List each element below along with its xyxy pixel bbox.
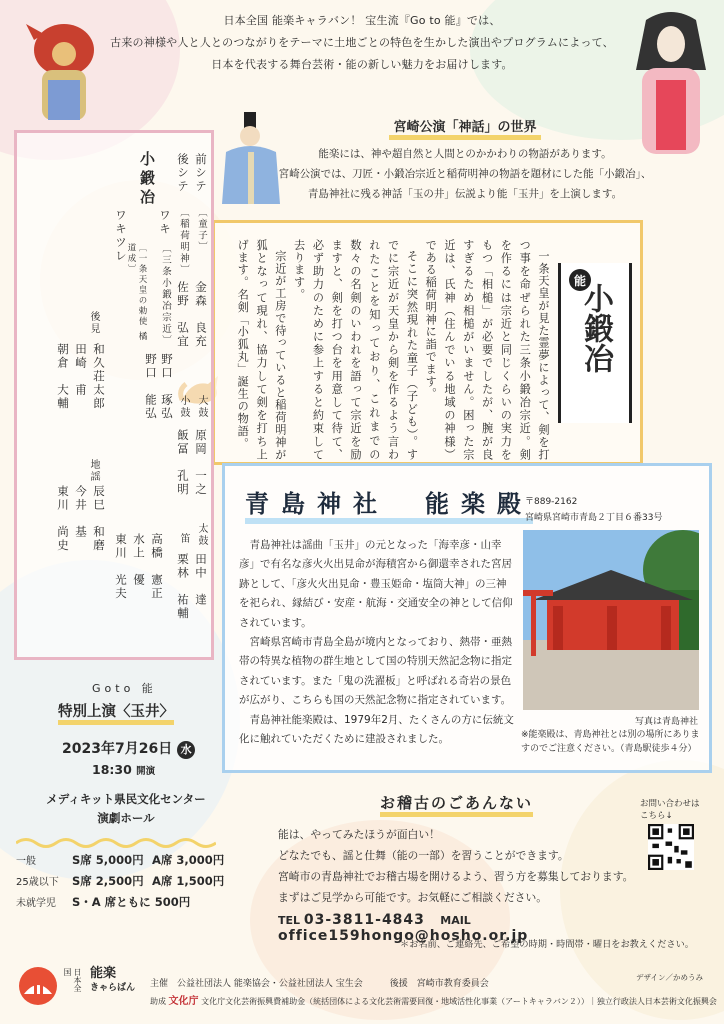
cast-role-mae: 前シテ xyxy=(194,153,208,194)
noh-story-panel xyxy=(213,220,643,465)
start-time: 18:30 xyxy=(92,762,132,777)
noh-name: 小鍛冶 xyxy=(578,283,613,373)
bunkacho-logo: 文化庁 xyxy=(168,996,199,1007)
venue-name: メディキット県民文化センター xyxy=(46,792,206,806)
cast-role-kotsuzumi: 小鼓 xyxy=(178,395,189,419)
price-row xyxy=(16,852,232,873)
noh-caravan-logo xyxy=(18,966,58,1006)
cast-name-jiutai: 辰巳 和磨 xyxy=(92,485,106,553)
lesson-line: まずはご見学から可能です。お気軽にご相談ください。 xyxy=(278,891,548,904)
start-time-suffix: 開演 xyxy=(136,766,156,777)
shrine-title: 青島神社 能楽殿 xyxy=(245,484,533,519)
tel-label: TEL xyxy=(278,914,301,927)
cast-name-taiko: 田中 達 xyxy=(194,553,208,607)
cast-name-waki: 野口 能弘 xyxy=(144,353,158,421)
qr-label xyxy=(640,798,700,822)
cast-name-jiutai: 今井 基 xyxy=(74,485,88,539)
intro-line: 日本を代表する舞台芸術・能の新しい魅力をお届けします。 xyxy=(211,58,513,71)
price-label: 一般 xyxy=(16,856,36,867)
noh-paragraph: 一条天皇が見た霊夢によって、剣を打つ事を命ぜられた三条小鍛冶宗近。剣を作るには宗近と同じくらいの実力をもつ「相槌」が必要でしたが、腕が良すぎるため相槌がいません。困った宗近は、氏神（住んでいる地域の神様）である稲荷明神に詣でます。 xyxy=(424,239,550,461)
lesson-line: 宮崎市の青島神社でお稽古場を開けるよう、習う方を募集しております。 xyxy=(278,870,634,883)
shrine-description xyxy=(239,536,515,749)
event-date xyxy=(62,738,195,759)
cast-role-nochi: 後シテ xyxy=(176,153,190,194)
tel-number[interactable]: 03-3811-4843 xyxy=(303,912,425,928)
cast-name-kotsuzumi: 飯冨 孔明 xyxy=(176,429,190,497)
myth-section-title: 宮崎公演「神話」の世界 xyxy=(300,116,630,135)
myth-line: 宮崎公演では、刀匠・小鍛冶宗近と稲荷明神の物語を題材にした能「小鍛冶」、 xyxy=(278,168,652,180)
cast-role-waki: ワキ xyxy=(158,209,172,236)
support-detail: 文化庁文化芸術振興費補助金（統括団体による文化芸術需要回復・地域活性化事業（アートキャラバン２））｜独立行政法人日本芸術文化振興会 xyxy=(201,997,717,1006)
shrine-panel xyxy=(222,463,712,773)
shrine-note: ※能楽殿は、青島神社とは別の場所にありますのでご注意ください。（青島駅徒歩４分） xyxy=(521,730,700,754)
support-label: 助成 xyxy=(150,997,166,1006)
price-s: S席 2,500円 xyxy=(72,874,144,888)
noh-story-text xyxy=(226,239,552,461)
cast-name-koken: 田崎 甫 xyxy=(74,343,88,397)
photo-caption: 写真は青島神社 xyxy=(635,717,699,727)
price-a: A席 3,000円 xyxy=(152,853,225,867)
cast-title: 小鍛冶 xyxy=(138,151,156,208)
cast-name-jiutai: 高橋 憲正 xyxy=(150,533,164,601)
lesson-description xyxy=(278,824,638,908)
cast-role-taiko: 太鼓 xyxy=(196,523,207,547)
cast-name-koken: 和久荘太郎 xyxy=(92,343,106,411)
mail-label: MAIL xyxy=(440,914,471,927)
logo-small-text: 日本全国 xyxy=(63,968,82,992)
myth-description xyxy=(250,144,680,204)
logo-line: きゃらばん xyxy=(90,983,136,993)
wave-divider xyxy=(16,836,216,850)
cast-name-jiutai: 東川 光夫 xyxy=(114,533,128,601)
cast-role-fue: 笛 xyxy=(178,533,189,545)
shrine-paragraph: 宮崎県宮崎市青島全島が境内となっており、熱帯・亜熱帯の特異な植物の群生地として国の特別天然記念物に指定されています。また「鬼の洗濯板」と呼ばれる奇岩の景色が広がり、こちらも国の天然記念物に指定されています。 xyxy=(239,636,512,707)
contact-note: ＊お名前、ご連絡先、ご希望の時期・時間帯・曜日をお教えください。 xyxy=(400,939,694,950)
cast-sub-nochi: 〔稲荷明神〕 xyxy=(178,207,189,276)
cast-name-jiutai: 東川 尚史 xyxy=(56,485,70,553)
shrine-address xyxy=(525,494,662,526)
cast-name-koken: 朝倉 大輔 xyxy=(56,343,70,411)
cast-name-fue: 栗林 祐輔 xyxy=(176,553,190,621)
design-credit: デザイン／かめうみ xyxy=(636,973,703,982)
price-a: A席 1,500円 xyxy=(152,874,225,888)
lesson-line: どなたでも、謡と仕舞（能の一部）を習うことができます。 xyxy=(278,849,569,862)
shrine-paragraph: 青島神社は謡曲「玉井」の元となった「海幸彦・山幸彦」で有名な彦火火出見命が海積宮から御還幸された宮居跡として、「彦火火出見命・豊玉姫命・塩筒大神」の三神を祀られ、縁結び・安産・航海・交通安全の神として信仰されています。 xyxy=(239,539,513,629)
cast-panel xyxy=(14,130,214,660)
price-row xyxy=(16,873,232,894)
cast-name-jiutai: 水上 優 xyxy=(132,533,146,587)
event-date-text: 2023年7月26日 xyxy=(62,741,173,757)
cast-sub-wakitsure: 〔一条天皇の勅使 橘道成〕 xyxy=(126,243,147,343)
event-series: Goto 能 xyxy=(92,682,157,695)
cast-role-otsuzumi: 大鼓 xyxy=(196,395,207,419)
noh-paragraph: そこに突然現れた童子（子ども）。すでに宗近が天皇から剣を作るよう言われたことを知っており、これまでの数々の名剣のいわれを語って宗近を励ますと、剣を打つ台を用意して待て、必ず助力のために参上すると約束して去ります。 xyxy=(292,239,419,461)
street-address: 宮崎県宮崎市青島２丁目６番33号 xyxy=(525,513,663,523)
cast-name-nochi: 佐野 弘宜 xyxy=(176,281,190,349)
noh-paragraph: 宗近が工房で待っていると稲荷明神が狐となって現れ、協力して剣を打ち上げます。名剣「小狐丸」誕生の物語。 xyxy=(236,239,287,461)
noh-woman-performer-illustration xyxy=(626,10,716,160)
qr-label-line: お問い合わせは xyxy=(640,799,700,809)
myth-line: 青島神社に残る神話「玉の井」伝説より能「玉井」を上演します。 xyxy=(307,188,623,200)
support-text xyxy=(150,992,717,1007)
shrine-paragraph: 青島神社能楽殿は、1979年2月、たくさんの方に伝統文化に触れていただくために建設されました。 xyxy=(239,713,514,746)
qr-code[interactable] xyxy=(648,824,694,870)
price-s: S・A 席ともに 500円 xyxy=(72,895,191,909)
cast-name-wakitsure: 野口 琢弘 xyxy=(160,353,174,421)
qr-label-line: こちら↓ xyxy=(640,811,673,821)
shrine-photo xyxy=(523,530,699,710)
mail-address[interactable]: office159hongo@hosho.or.jp xyxy=(278,928,529,944)
cast-name-otsuzumi: 原岡 一之 xyxy=(194,429,208,497)
logo-main-text xyxy=(90,966,135,996)
myth-line: 能楽には、神や超自然と人間とのかかわりの物語があります。 xyxy=(318,148,612,160)
cast-role-koken: 後見 xyxy=(88,311,99,335)
lesson-line: 能は、やってみたほうが面白い！ xyxy=(278,828,440,841)
day-of-week-badge: 水 xyxy=(177,741,195,759)
organizer-text: 主催 公益社団法人 能楽協会・公益社団法人 宝生会 後援 宮崎市教育委員会 xyxy=(150,979,489,989)
cast-role-wakitsure: ワキツレ xyxy=(114,209,128,263)
cast-sub-mae: 〔童子〕 xyxy=(196,207,207,253)
price-table xyxy=(16,852,232,915)
cast-name-mae: 金森 良充 xyxy=(194,281,208,349)
intro-text xyxy=(100,10,624,76)
red-lion-performer-illustration xyxy=(24,20,104,130)
noh-badge: 能 xyxy=(569,269,591,291)
logo-line: 能楽 xyxy=(90,966,117,981)
price-label: 未就学児 xyxy=(16,898,56,909)
price-label: 25歳以下 xyxy=(16,877,59,888)
intro-line: 古来の神様や人と人とのつながりをテーマに土地ごとの特色を生かした演出やプログラムによって、 xyxy=(110,36,614,49)
event-time xyxy=(92,762,155,777)
noh-title-label xyxy=(558,263,632,423)
price-row xyxy=(16,894,232,915)
event-title: 特別上演〈玉井〉 xyxy=(58,700,174,721)
cast-role-jiutai: 地謡 xyxy=(88,459,99,483)
price-s: S席 5,000円 xyxy=(72,853,144,867)
intro-line: 日本全国 能楽キャラバン！ 宝生流『Go to 能』では、 xyxy=(223,14,501,27)
cast-sub-waki: 〔三条小鍛冶宗近〕 xyxy=(160,243,171,347)
venue-hall: 演劇ホール xyxy=(97,811,155,825)
venue xyxy=(28,790,224,828)
lesson-title: お稽古のごあんない xyxy=(380,792,533,813)
postal-code: 〒889-2162 xyxy=(525,497,578,507)
